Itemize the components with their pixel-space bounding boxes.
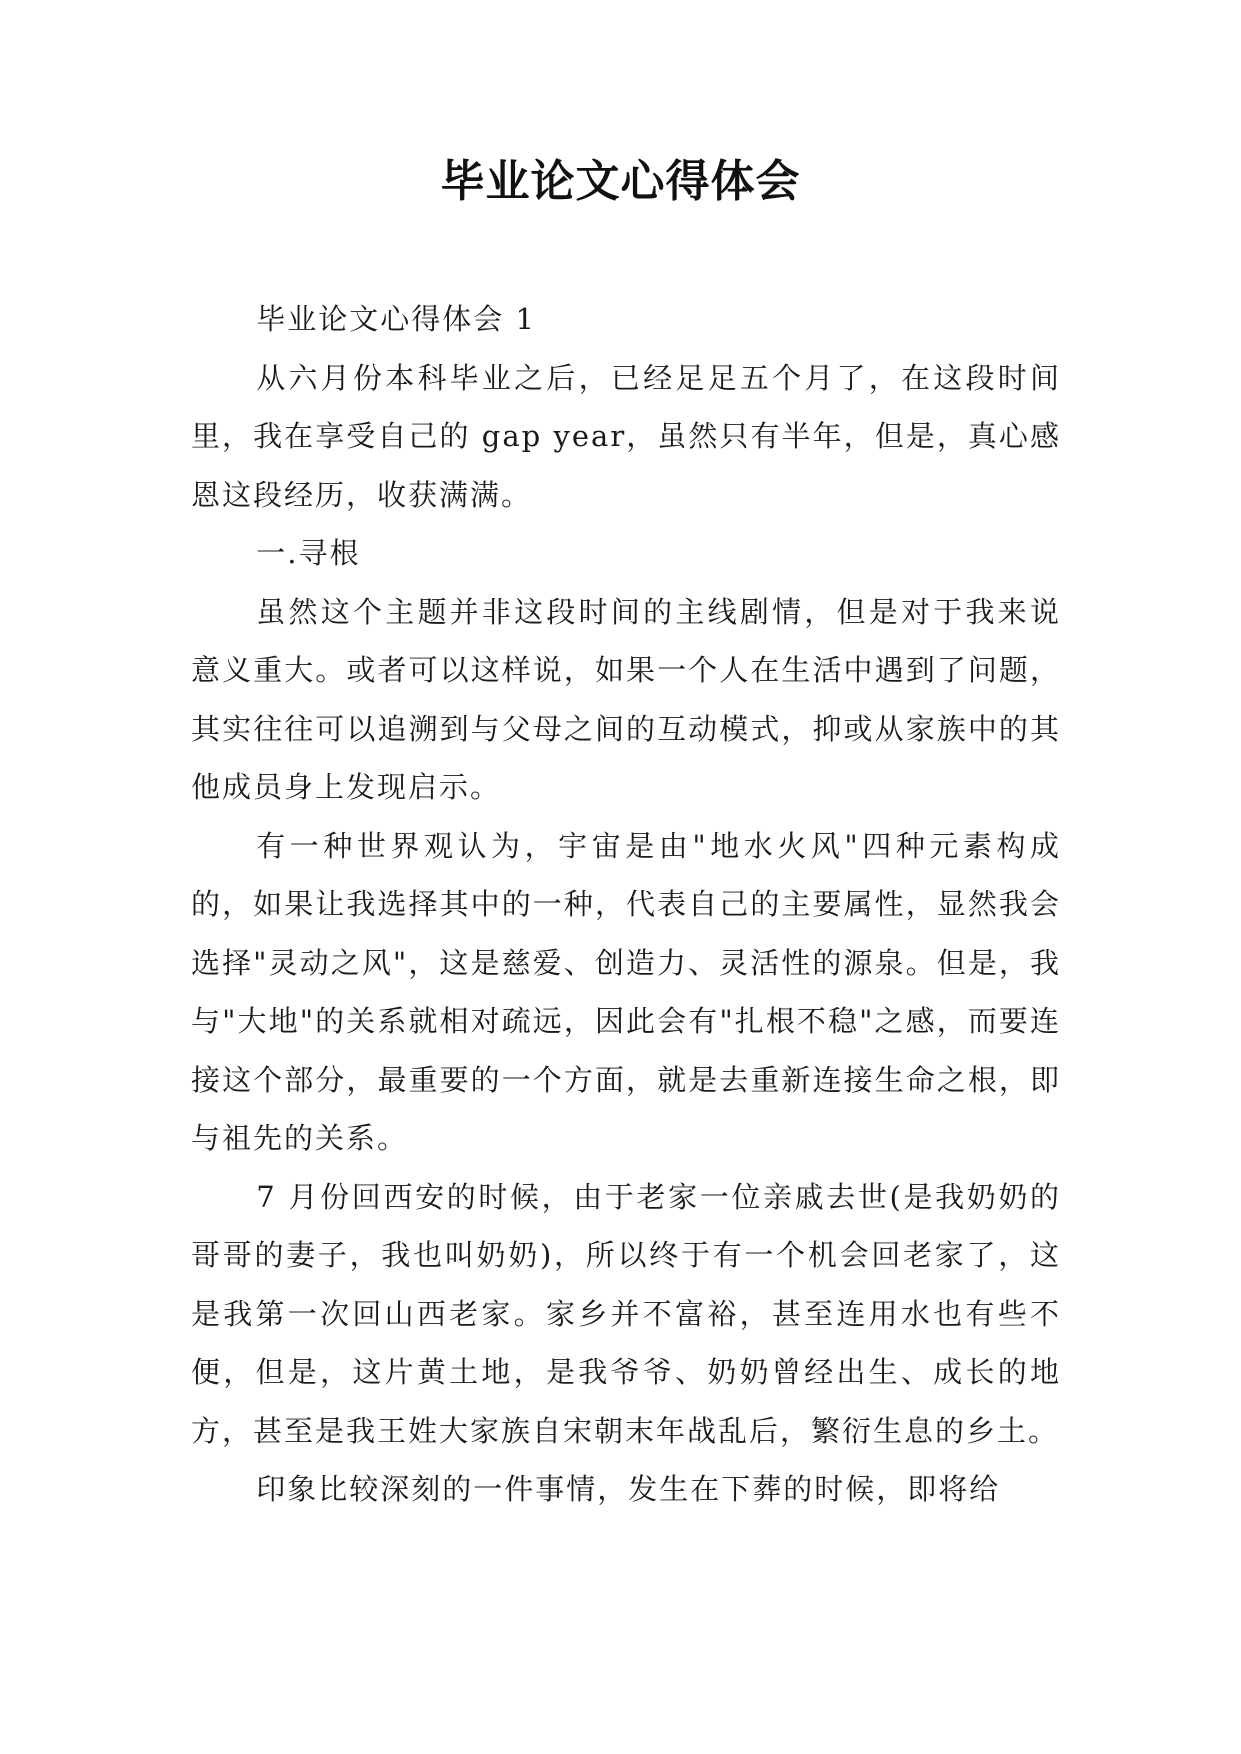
document-body [191, 290, 1061, 1519]
paragraph: 有一种世界观认为，宇宙是由"地水火风"四种元素构成的，如果让我选择其中的一种，代表自己的主要属性，显然我会选择"灵动之风"，这是慈爱、创造力、灵活性的源泉。但是，我与"大地"的关系就相对疏远，因此会有"扎根不稳"之感，而要连接这个部分，最重要的一个方面，就是去重新连接生命之根，即与祖先的关系。 [191, 828, 1061, 1155]
subsection-heading: 一.寻根 [256, 536, 361, 570]
paragraph: 印象比较深刻的一件事情，发生在下葬的时候，即将给 [256, 1472, 1001, 1506]
paragraph: 虽然这个主题并非这段时间的主线剧情，但是对于我来说意义重大。或者可以这样说，如果一个人在生活中遇到了问题，其实往往可以追溯到与父母之间的互动模式，抑或从家族中的其他成员身上发现启示。 [191, 594, 1061, 804]
paragraph: 7 月份回西安的时候，由于老家一位亲戚去世(是我奶奶的哥哥的妻子，我也叫奶奶)，所以终于有一个机会回老家了，这是我第一次回山西老家。家乡并不富裕，甚至连用水也有些不便，但是，这片黄土地，是我爷爷、奶奶曾经出生、成长的地方，甚至是我王姓大家族自宋朝末年战乱后，繁衍生息的乡土。 [191, 1179, 1061, 1448]
document-title: 毕业论文心得体会 [440, 156, 801, 207]
section-heading: 毕业论文心得体会 1 [256, 302, 536, 336]
paragraph: 从六月份本科毕业之后，已经足足五个月了，在这段时间里，我在享受自己的 gap year，虽然只有半年，但是，真心感恩这段经历，收获满满。 [191, 360, 1061, 512]
